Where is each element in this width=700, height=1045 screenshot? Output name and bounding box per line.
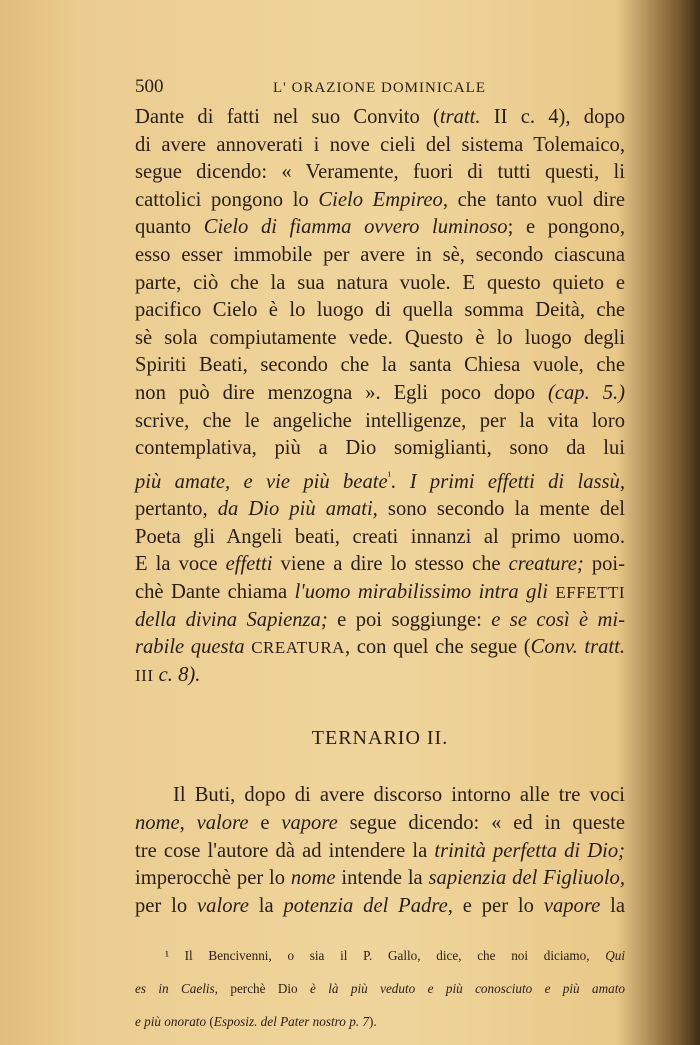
text-line: scrive, che le angeliche intelligenze, per la vita loro [135,409,625,432]
text-line: pacifico Cielo è lo luogo di quella somma Deità, che [135,299,625,322]
text-line: E la voce effetti viene a dire lo stesso che creature; poi- [135,553,625,576]
text-line: pertanto, da Dio più amati, sono secondo la mente del [135,498,625,521]
paragraph-2 [135,782,625,920]
text-line: parte, ciò che la sua natura vuole. E questo quieto e [135,271,625,294]
text-line: Poeta gli Angeli beati, creati innanzi al primo uomo. [135,525,625,548]
text-line: tre cose l'autore dà ad intendere la trinità perfetta di Dio; [135,839,625,862]
text-line: Dante di fatti nel suo Convito (tratt. II c. 4), dopo [135,106,625,128]
text-line: quanto Cielo di fiamma ovvero luminoso; e pongono, [135,216,625,239]
text-line: per lo valore la potenzia del Padre, e per lo vapore la [135,894,625,917]
text-line: Spiriti Beati, secondo che la santa Chiesa vuole, che [135,354,625,377]
text-line: cattolici pongono lo Cielo Empireo, che tanto vuol dire [135,188,625,211]
footnote-marker: ¹ [387,468,392,483]
text-line: sè sola compiutamente vede. Questo è lo luogo degli [135,326,625,349]
text-line: di avere annoverati i nove cieli del sistema Tolemaico, [135,133,625,156]
section-heading: TERNARIO II. [311,727,449,750]
text-line: imperocchè per lo nome intende la sapienzia del Figliuolo, [135,867,625,890]
footnote-line: e più onorato (Esposiz. del Pater nostro p. 7). [135,1013,377,1029]
text-line: rabile questa CREATURA, con quel che segue (Conv. tratt. [135,636,625,659]
text-line: contemplativa, più a Dio somiglianti, sono da lui [135,437,625,460]
footnote-line: ¹ Il Bencivenni, o sia il P. Gallo, dice, che noi diciamo, Qui [165,948,625,964]
text-line: segue dicendo: « Veramente, fuori di tutti questi, li [135,161,625,184]
footnote-line: es in Caelis, perchè Dio è là più veduto e più conosciuto e più amato [135,981,625,997]
text-line: III c. 8). [135,663,201,686]
footnote [135,946,625,1031]
text-line: non può dire menzogna ». Egli poco dopo (cap. 5.) [135,381,625,404]
text-line: chè Dante chiama l'uomo mirabilissimo intra gli EFFETTI [135,580,625,603]
text-line: più amate, e vie più beate$^{^1}$. I primi effetti di lassù, [135,468,626,493]
text-line: esso esser immobile per avere in sè, secondo ciascuna [135,243,625,266]
book-page [135,74,625,1045]
page-header [135,74,625,104]
page-number: 500 [135,76,164,97]
paragraph-1 [135,104,625,689]
text-line: della divina Sapienza; e poi soggiunge: e se così è mi- [135,608,625,631]
running-title: L' ORAZIONE DOMINICALE [273,80,487,96]
text-line: nome, valore e vapore segue dicendo: « ed in queste [135,811,625,834]
text-line: Il Buti, dopo di avere discorso intorno alle tre voci [173,784,625,807]
